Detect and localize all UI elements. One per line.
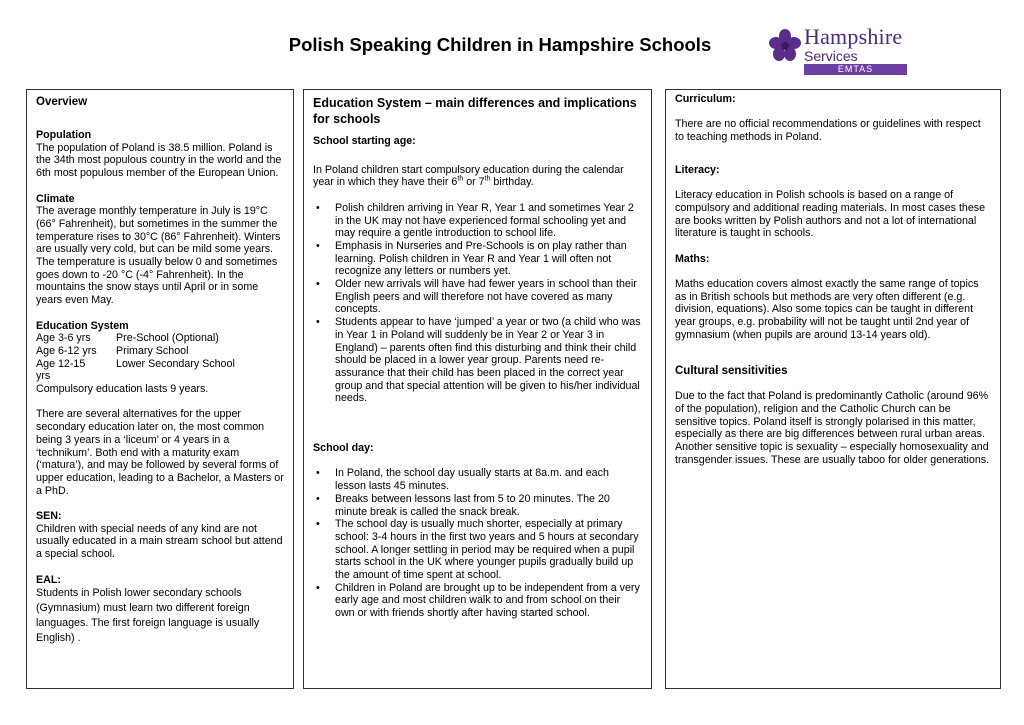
list-item: • Students appear to have ‘jumped’ a year or two (a child who was in Year 1 in Poland will suddenly be in Year 2 or Year 3 in England) – parents often find this disturbing and think their child should be placed in a lower year group. Parents need re-assurance that their child has been placed in the correct year group and that special attention will be given to his/her individual needs. <box>313 316 642 405</box>
list-item: • The school day is usually much shorter, especially at primary school: 3-4 hours in the first two years and 5 hours at secondary school. A longer settling in period may be required when a pupil starts school in the UK where younger pupils gradually build up the amount of time spent at school. <box>313 518 642 582</box>
list-item: • Older new arrivals will have had fewer years in school than their English peers and will therefore not have covered as many concepts. <box>313 278 642 316</box>
age-range: Age 3-6 yrs <box>36 332 91 345</box>
education-row <box>36 345 284 358</box>
curriculum-panel <box>665 89 1001 689</box>
list-item: • Breaks between lessons last from 5 to 20 minutes. The 20 minute break is called the snack break. <box>313 493 642 518</box>
flower-logo-icon <box>768 28 802 62</box>
age-range: Age 6-12 yrs <box>36 344 97 357</box>
sen-heading: SEN: <box>36 510 62 523</box>
starting-age-list <box>313 202 642 405</box>
climate-heading: Climate <box>36 192 75 205</box>
literacy-heading: Literacy: <box>675 163 720 176</box>
sen-text: Children with special needs of any kind are not usually educated in a main stream school but attend a special school. <box>36 522 283 561</box>
hampshire-logo <box>768 24 908 76</box>
starting-age-intro: In Poland children start compulsory education during the calendar year in which they have their 6th or 7th birthday. <box>313 163 624 189</box>
page-title: Polish Speaking Children in Hampshire Schools <box>288 34 712 55</box>
population-text: The population of Poland is 38.5 million. Poland is the 34th most populous country in the world and the 6th most populous member of the European Union. <box>36 141 282 180</box>
education-heading: Education System <box>36 319 129 332</box>
list-item: • Children in Poland are brought up to be independent from a very early age and most children walk to and from school on their own or with friends shortly after having started school. <box>313 582 642 620</box>
education-differences-heading: Education System – main differences and implications for schools <box>313 96 637 126</box>
overview-heading: Overview <box>36 96 88 108</box>
literacy-text: Literacy education in Polish schools is based on a range of compulsory and additional reading materials. In most cases these are books written by Polish authors and not a lot of international literature is taught in schools. <box>675 189 986 240</box>
education-row <box>36 358 284 383</box>
school-day-list <box>313 467 642 619</box>
logo-name: Hampshire <box>804 24 903 49</box>
eal-heading: EAL: <box>36 573 61 586</box>
alternatives-text: There are several alternatives for the upper secondary education later on, the most common being 3 years in a ‘liceum’ or 4 years in a ‘technikum’. Both end with a maturity exam (‘matura’), and may be followed by several forms of upper education, leading to a Bachelor, a Masters or a PhD. <box>36 408 284 497</box>
list-item: • Emphasis in Nurseries and Pre-Schools is on play rather than learning. Polish children in Year R and Year 1 will often not recognize any letters or numbers yet. <box>313 240 642 278</box>
climate-text: The average monthly temperature in July is 19°C (66° Fahrenheit), but sometimes in the summer the temperature rises to 30°C (86° Fahrenheit). Winters are usually very cold, but can be mild some years. The temperature is usually below 0 and sometimes goes down to -20 °C (-4° Fahrenheit). In the mountains the snow stays until April or in some years even May. <box>36 205 281 307</box>
education-differences-panel <box>303 89 652 689</box>
education-row <box>36 332 284 345</box>
school-day-heading: School day: <box>313 442 374 455</box>
school-stage: Primary School <box>116 344 189 357</box>
school-stage: Lower Secondary School <box>116 357 235 370</box>
curriculum-text: There are no official recommendations or guidelines with respect to teaching methods in Poland. <box>675 118 981 144</box>
population-heading: Population <box>36 129 92 141</box>
maths-heading: Maths: <box>675 252 710 265</box>
age-range: Age 12-15 yrs <box>36 357 86 383</box>
compulsory-text: Compulsory education lasts 9 years. <box>36 383 209 396</box>
curriculum-heading: Curriculum: <box>675 93 736 105</box>
overview-panel <box>26 89 294 689</box>
logo-tag: EMTAS <box>804 64 907 75</box>
logo-subtitle: Services <box>804 48 858 64</box>
maths-text: Maths education covers almost exactly the same range of topics as in British schools but methods are very often different (e.g. division, equations). Also some topics can be taught in different year groups, e.g. probability will not be taught until 2nd year of gymnasium (when pupils are around 13-14 years old). <box>675 278 979 341</box>
list-item: • Polish children arriving in Year R, Year 1 and sometimes Year 2 in the UK may not have experienced formal schooling yet and may require a gentle introduction to school life. <box>313 202 642 240</box>
eal-text: Students in Polish lower secondary schools (Gymnasium) must learn two different foreign languages. The first foreign language is usually English) . <box>36 587 260 645</box>
school-stage: Pre-School (Optional) <box>116 332 219 345</box>
list-item: • In Poland, the school day usually starts at 8a.m. and each lesson lasts 45 minutes. <box>313 467 642 492</box>
cultural-text: Due to the fact that Poland is predominantly Catholic (around 96% of the population), religion and the Catholic Church can be sensitive topics. Poland itself is strongly polarised in this matter, especially as there are big differences between rural urban areas. Another sensitive topic is sexuality – especially homosexuality and transgender issues. These are usually taboo for older generations. <box>675 390 990 466</box>
starting-age-heading: School starting age: <box>313 135 416 147</box>
cultural-heading: Cultural sensitivities <box>675 364 788 377</box>
